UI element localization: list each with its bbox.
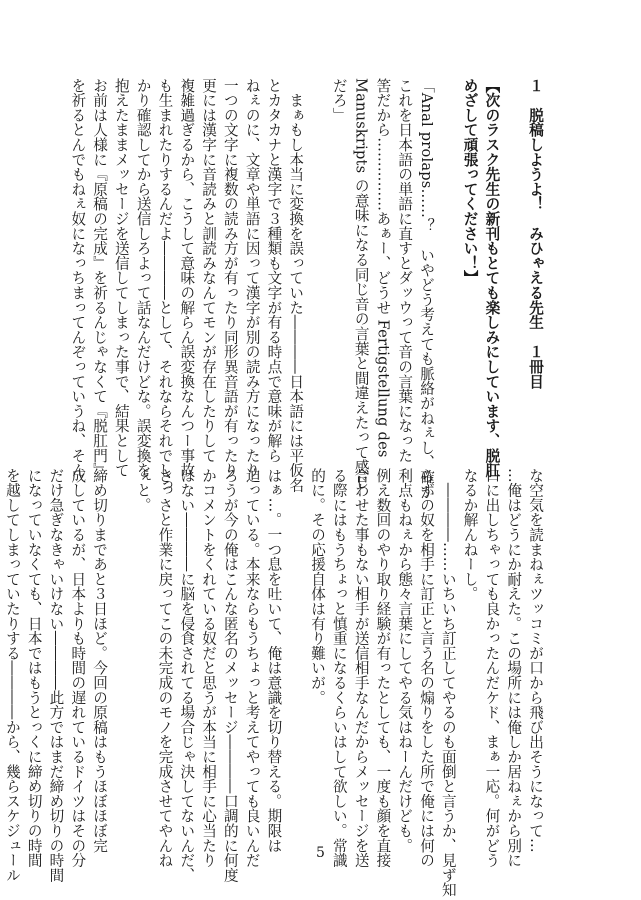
lower-line: 合わせた事もない相手が送信相手なんだからメッセージを送 [352,468,370,868]
upper-line: 【次のラスク先生の新刊もとても楽しみにしています、脱肛 [483,78,501,478]
lower-line: ぇと。 [134,468,152,513]
upper-line: 「Anal prolaps……？ いやどう考えても脈絡がねぇし、確か [418,78,436,500]
blank-line [284,468,306,728]
lower-line: る際にはもうちょっと慎重になるくらいはして欲しい。常識 [330,468,348,868]
lower-line: はない――――に脳を侵食されてる場合じゃ決してないんだ、 [178,468,196,883]
lower-line: 口に出しちゃっても良かったんだケド、まぁ一応。何がどう [483,468,501,868]
upper-line: めざして頑張ってください！】 [461,78,479,286]
upper-line: を祈るとんでもねぇ奴になっちまってんぞっていうね、そん [69,78,87,478]
lower-line: だけ急ぎなきゃいけない――――此方ではまだ締め切りの時間 [47,468,65,883]
upper-line: 複雑過ぎるから、こうして意味の解らん誤変換なんつー事故 [178,78,196,478]
lower-line: ――――……いちいち訂正してやるのも面倒と言うか、見ず知 [439,468,457,898]
upper-line: かり確認してから送信しろよって話なんだけどな。誤変換を [134,78,152,478]
upper-line: 一つの文字に複数の読み方が有ったり同形異音語が有ったり [221,78,239,478]
lower-line: ろうが今の俺はこんな匿名のメッセージ――――口調的に何度 [221,468,239,883]
upper-line: とカタカナと漢字で３種類も文字が有る時点で意味が解ら [265,78,283,463]
upper-line: ねぇのに、文章や単語に因って漢字が別の読み方になったり [243,78,261,478]
blank-line [306,78,328,338]
lower-text-block [3,468,546,898]
upper-line: お前は人様に『原稿の完成』を祈るんじゃなくて『脱肛門』 [91,78,109,478]
lower-line: かコメントをくれている奴だと思うが本当に相手に心当たり [200,468,218,868]
upper-line: Manuskripts の意味になる同じ音の言葉と間違えたって感じ [352,78,370,489]
upper-line: も生まれたりするんだよ――――として、それならそれでしっ [156,78,174,493]
lower-line: 例え数回のやり取り経験が有ったとしても、一度も顔を直接 [374,468,392,868]
upper-line: 抱えたままメッセージを送信してしまった事で、結果として [112,78,130,478]
upper-line: まぁもし本当に変換を誤っていた――――日本語には平仮名 [287,78,305,493]
blank-line [437,78,459,338]
lower-line: 利点もねぇから態々言葉にしてやる気はねーんだけども。 [396,468,414,853]
blank-line [110,468,132,728]
blank-line [502,78,524,338]
lower-line: …俺はどうにか耐えた。この場所には俺しか居ねぇから別に [505,468,523,868]
upper-line: １ 脱稿しようよ！ みひゃえる先生 １冊目 [527,78,544,389]
lower-line: な空気を読まねぇツッコミが口から飛び出そうになって… [527,468,544,853]
lower-line: さっさと作業に戻ってこの未完成のモノを完成させてやんね [156,468,174,868]
lower-line: 的に。その応援自体は有り難いが。 [309,468,327,705]
page-number: 5 [316,845,325,861]
upper-line: だろ」 [330,78,348,123]
lower-line: 締め切りまであと３日ほど。今回の原稿はもうほぼほぼ完 [91,468,109,853]
upper-line: 更には漢字に音読みと訓読みなんてモンが存在したりして [200,78,218,463]
lower-line: 迫っている。本来ならもうちょっと考えてやっても良いんだ [243,468,261,868]
lower-line: 成しているが、日本よりも時間の遅れているドイツはその分 [69,468,87,868]
lower-line: なるか解んねーし。 [461,468,479,602]
lower-line: らずの奴を相手に訂正と言う名の煽りをした所で俺には何の [418,468,436,868]
lower-line: になっていなくても、日本ではもうとっくに締め切りの時間 [25,468,43,868]
upper-line: 筈だから……………あぁー、どうせ Fertigstellung des [374,78,392,458]
upper-line: これを日本語の単語に直すとダッウって音の言葉になった [396,78,414,463]
lower-line: を越してしまっていたりする――――から、幾らスケジュール [3,468,21,883]
lower-line: はぁ…。一つ息を吐いて、俺は意識を切り替える。期限は [265,468,283,853]
